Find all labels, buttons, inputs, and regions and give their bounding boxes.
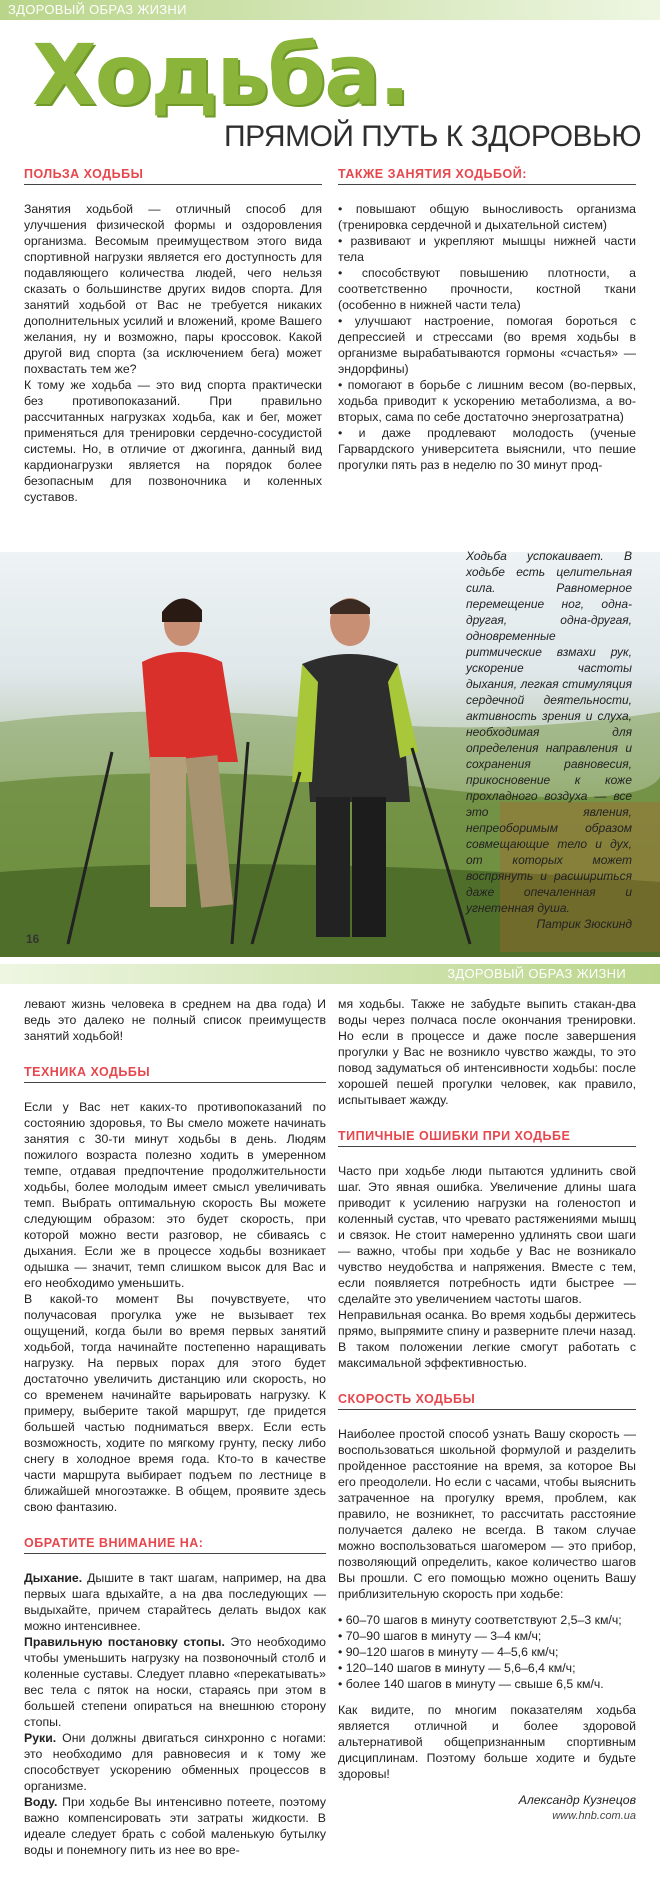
section-heading-speed: СКОРОСТЬ ХОДЬБЫ [338,1392,476,1406]
upper-right-column [338,166,636,473]
term-text: Они должны двигаться синхронно с ногами: это необходимо для равновесия и к тому же способствует ускорению обменных процессов в организме. [24,1731,326,1793]
author-signature: Александр Кузнецов [518,1793,636,1807]
term-text: Это необходимо чтобы уменьшить нагрузку на позвоночный столб и коленные суставы. Следует плавно «перекатывать» вес тела с пяток на носки, стараясь при этом в большей степени опираться на внешнюю сторону стопы. [24,1635,326,1729]
divider [338,1409,636,1410]
quote-text: Ходьба успокаивает. В ходьбе есть целительная сила. Равномерное перемещение ног, одна-другая, одна-другая, одновременные ритмические взмахи рук, ускорение частоты дыхания, легкая стимуляция сердечной деятельности, активность зрения и слуха, необходимая для определения направления и сохранения равновесия, прикосновение к коже прохладного воздуха — все это явления, непреоборимым образом совмещающие тело и дух, от которых может воспрянуть и расшириться даже опечаленная и угнетенная душа. [466,549,632,915]
section-heading-attention: ОБРАТИТЕ ВНИМАНИЕ НА: [24,1536,204,1550]
section-band: ЗДОРОВЫЙ ОБРАЗ ЖИЗНИ [0,964,660,984]
list-item: • помогают в борьбе с лишним весом (во-первых, ходьба приводит к ускорению метаболизма, а во-вторых, сама по себе достаточно энергозатратна) [338,378,636,424]
quote-block [466,548,632,932]
divider [338,1146,636,1147]
page-subtitle: ПРЯМОЙ ПУТЬ К ЗДОРОВЬЮ [224,120,642,153]
source-url: www.hnb.com.ua [552,1810,636,1822]
paragraph [24,1794,326,1858]
divider [24,184,322,185]
paragraph [24,1570,326,1634]
section-heading-errors: ТИПИЧНЫЕ ОШИБКИ ПРИ ХОДЬБЕ [338,1129,571,1143]
paragraph: В какой-то момент Вы почувствуете, что получасовая прогулка уже не вызывает тех ощущений, когда были во время первых занятий ходьбой, тогда начинайте постепенно наращивать нагрузку. На первых порах для этого будет достаточно увеличить дистанцию или скорость, но со временем начинайте варьировать нагрузку. К примеру, выберите такой маршрут, где придется большей частью подниматься вверх. Если есть возможность, ходите по мягкому грунту, песку либо снегу в холодное время года. Кто-то в качестве части маршрута выбирает подъем по лестнице в ближайшей многоэтажке. В общем, проявите здесь свою фантазию. [24,1292,326,1514]
page-number: 16 [26,932,40,946]
list-item: • 90–120 шагов в минуту — 4–5,6 км/ч; [338,1645,559,1659]
term: Дыхание. [24,1571,83,1585]
paragraph: Часто при ходьбе люди пытаются удлинить свой шаг. Это явная ошибка. Увеличение длины шага приводит к усилению нагрузки на голеностоп и коленный сустав, что чревато растяжениями мышц и связок. Не стоит намеренно удлинять свои шаги — важно, чтобы при ходьбе у Вас не возникало чувство неудобства и напряжения. Вместе с тем, если появляется потребность идти быстрее — сделайте это увеличением частоты шагов. [338,1164,636,1306]
quote-author: Патрик Зюскинд [536,917,632,931]
list-item: • 60–70 шагов в минуту соответствуют 2,5–3 км/ч; [338,1613,622,1627]
term: Руки. [24,1731,57,1745]
list-item: • улучшают настроение, помогая бороться с депрессией и стрессами (во время ходьбы в организме вырабатываются гормоны «счастья» — эндорфины) [338,314,636,376]
list-item: • повышают общую выносливость организма (тренировка сердечной и дыхательной систем) [338,202,636,232]
page-title: Ходьба. [32,26,409,124]
divider [338,184,636,185]
lower-left-column [24,996,326,1858]
list-item: • 120–140 шагов в минуту — 5,6–6,4 км/ч; [338,1661,576,1675]
list-item: • способствуют повышению плотности, а соответственно прочности, костной ткани (особенно в нижней части тела) [338,266,636,312]
lower-right-column [338,996,636,1824]
term: Правильную постановку стопы. [24,1635,225,1649]
benefits-list [338,201,636,473]
header-band: ЗДОРОВЫЙ ОБРАЗ ЖИЗНИ [0,0,660,20]
speed-list [338,1612,636,1692]
list-item: • развивают и укрепляют мышцы нижней части тела [338,234,636,264]
paragraph: Как видите, по многим показателям ходьба является отличной и более здоровой альтернативой общепризнанным спортивным дисциплинам. Поэтому больше ходите и будьте здоровы! [338,1703,636,1781]
paragraph: Занятия ходьбой — отличный способ для улучшения физической формы и оздоровления организма. Весомым преимуществом этого вида спортивной нагрузки является его доступность для подавляющего количества людей, чего нельзя сказать о большинстве других видов спорта. Для занятий ходьбой от Вас не требуется никаких дополнительных усилий и вложений, кроме Вашего желания, ну и возможно, пары кроссовок. Какой другой вид спорта (за исключением бега) может похвастать тем же? [24,202,322,376]
paragraph: левают жизнь человека в среднем на два года) И ведь это далеко не полный список преимуществ занятий ходьбой! [24,997,326,1043]
section-heading-also: ТАКЖЕ ЗАНЯТИЯ ХОДЬБОЙ: [338,167,527,181]
paragraph: Если у Вас нет каких-то противопоказаний по состоянию здоровья, то Вы смело можете начинать занятия с 30-ти минут ходьбы в день. Людям пожилого возраста полезно ходить в умеренном темпе, отдавая предпочтение продолжительности ходьбы, более молодым имеет смысл увеличивать темп. Выбрать оптимальную скорость Вы можете следующим образом: это будет скорость, при которой можно вести разговор, не сбиваясь с дыхания. Если же в процессе ходьбы возникает одышка — значит, темп слишком высок для Вас и его необходимо уменьшить. [24,1100,326,1290]
term-text: При ходьбе Вы интенсивно потеете, поэтому важно компенсировать эти затраты жидкости. В идеале следует брать с собой маленькую бутылку воды и понемногу пить из нее во вре- [24,1795,326,1857]
section-heading-technique: ТЕХНИКА ХОДЬБЫ [24,1065,151,1079]
paragraph: К тому же ходьба — это вид спорта практически без противопоказаний. При правильно рассчитанных нагрузках ходьба, как и бег, может применяться для тренировки сердечно-сосудистой системы. Но, в отличие от джогинга, данный вид кардионагрузки является на порядок более безопасным для позвоночника и коленных суставов. [24,378,322,504]
section-heading-benefits: ПОЛЬЗА ХОДЬБЫ [24,167,144,181]
list-item: • 70–90 шагов в минуту — 3–4 км/ч; [338,1629,542,1643]
divider [24,1082,326,1083]
list-item: • и даже продлевают молодость (ученые Гарвардского университета выяснили, что пешие прогулки пять раз в неделю по 30 минут прод- [338,426,636,472]
term-text: Дышите в такт шагам, например, на два первых шага вдыхайте, а на два последующих — выдыхайте, причем старайтесь делать выдох как можно интенсивнее. [24,1571,326,1633]
upper-left-column [24,166,322,505]
paragraph: Наиболее простой способ узнать Вашу скорость — воспользоваться школьной формулой и разделить пройденное расстояние на время, за которое Вы его преодолели. Но если с часами, чтобы выяснить затраченное на прогулку время, проблем, как правило, не возникнет, то рассчитать расстояние получается далеко не всегда. В таком случае можно воспользоваться шагомером — это прибор, позволяющий определить, какое количество шагов Вы прошли. С его помощью можно оценить Вашу приблизительную скорость при ходьбе: [338,1427,636,1601]
paragraph [24,1730,326,1794]
paragraph [24,1634,326,1730]
paragraph: мя ходьбы. Также не забудьте выпить стакан-два воды через полчаса после окончания тренировки. Но если в процессе и даже после завершения прогулки у Вас не возникло чувство жажды, то это повод задуматься об интенсивности ходьбы: после хорошей пешей прогулки человек, как правило, испытывает жажду. [338,997,636,1107]
term: Воду. [24,1795,58,1809]
paragraph: Неправильная осанка. Во время ходьбы держитесь прямо, выпрямите спину и разверните плечи назад. В таком положении легкие смогут работать с максимальной эффективностью. [338,1308,636,1370]
list-item: • более 140 шагов в минуту — свыше 6,5 км/ч. [338,1677,604,1691]
divider [24,1553,326,1554]
